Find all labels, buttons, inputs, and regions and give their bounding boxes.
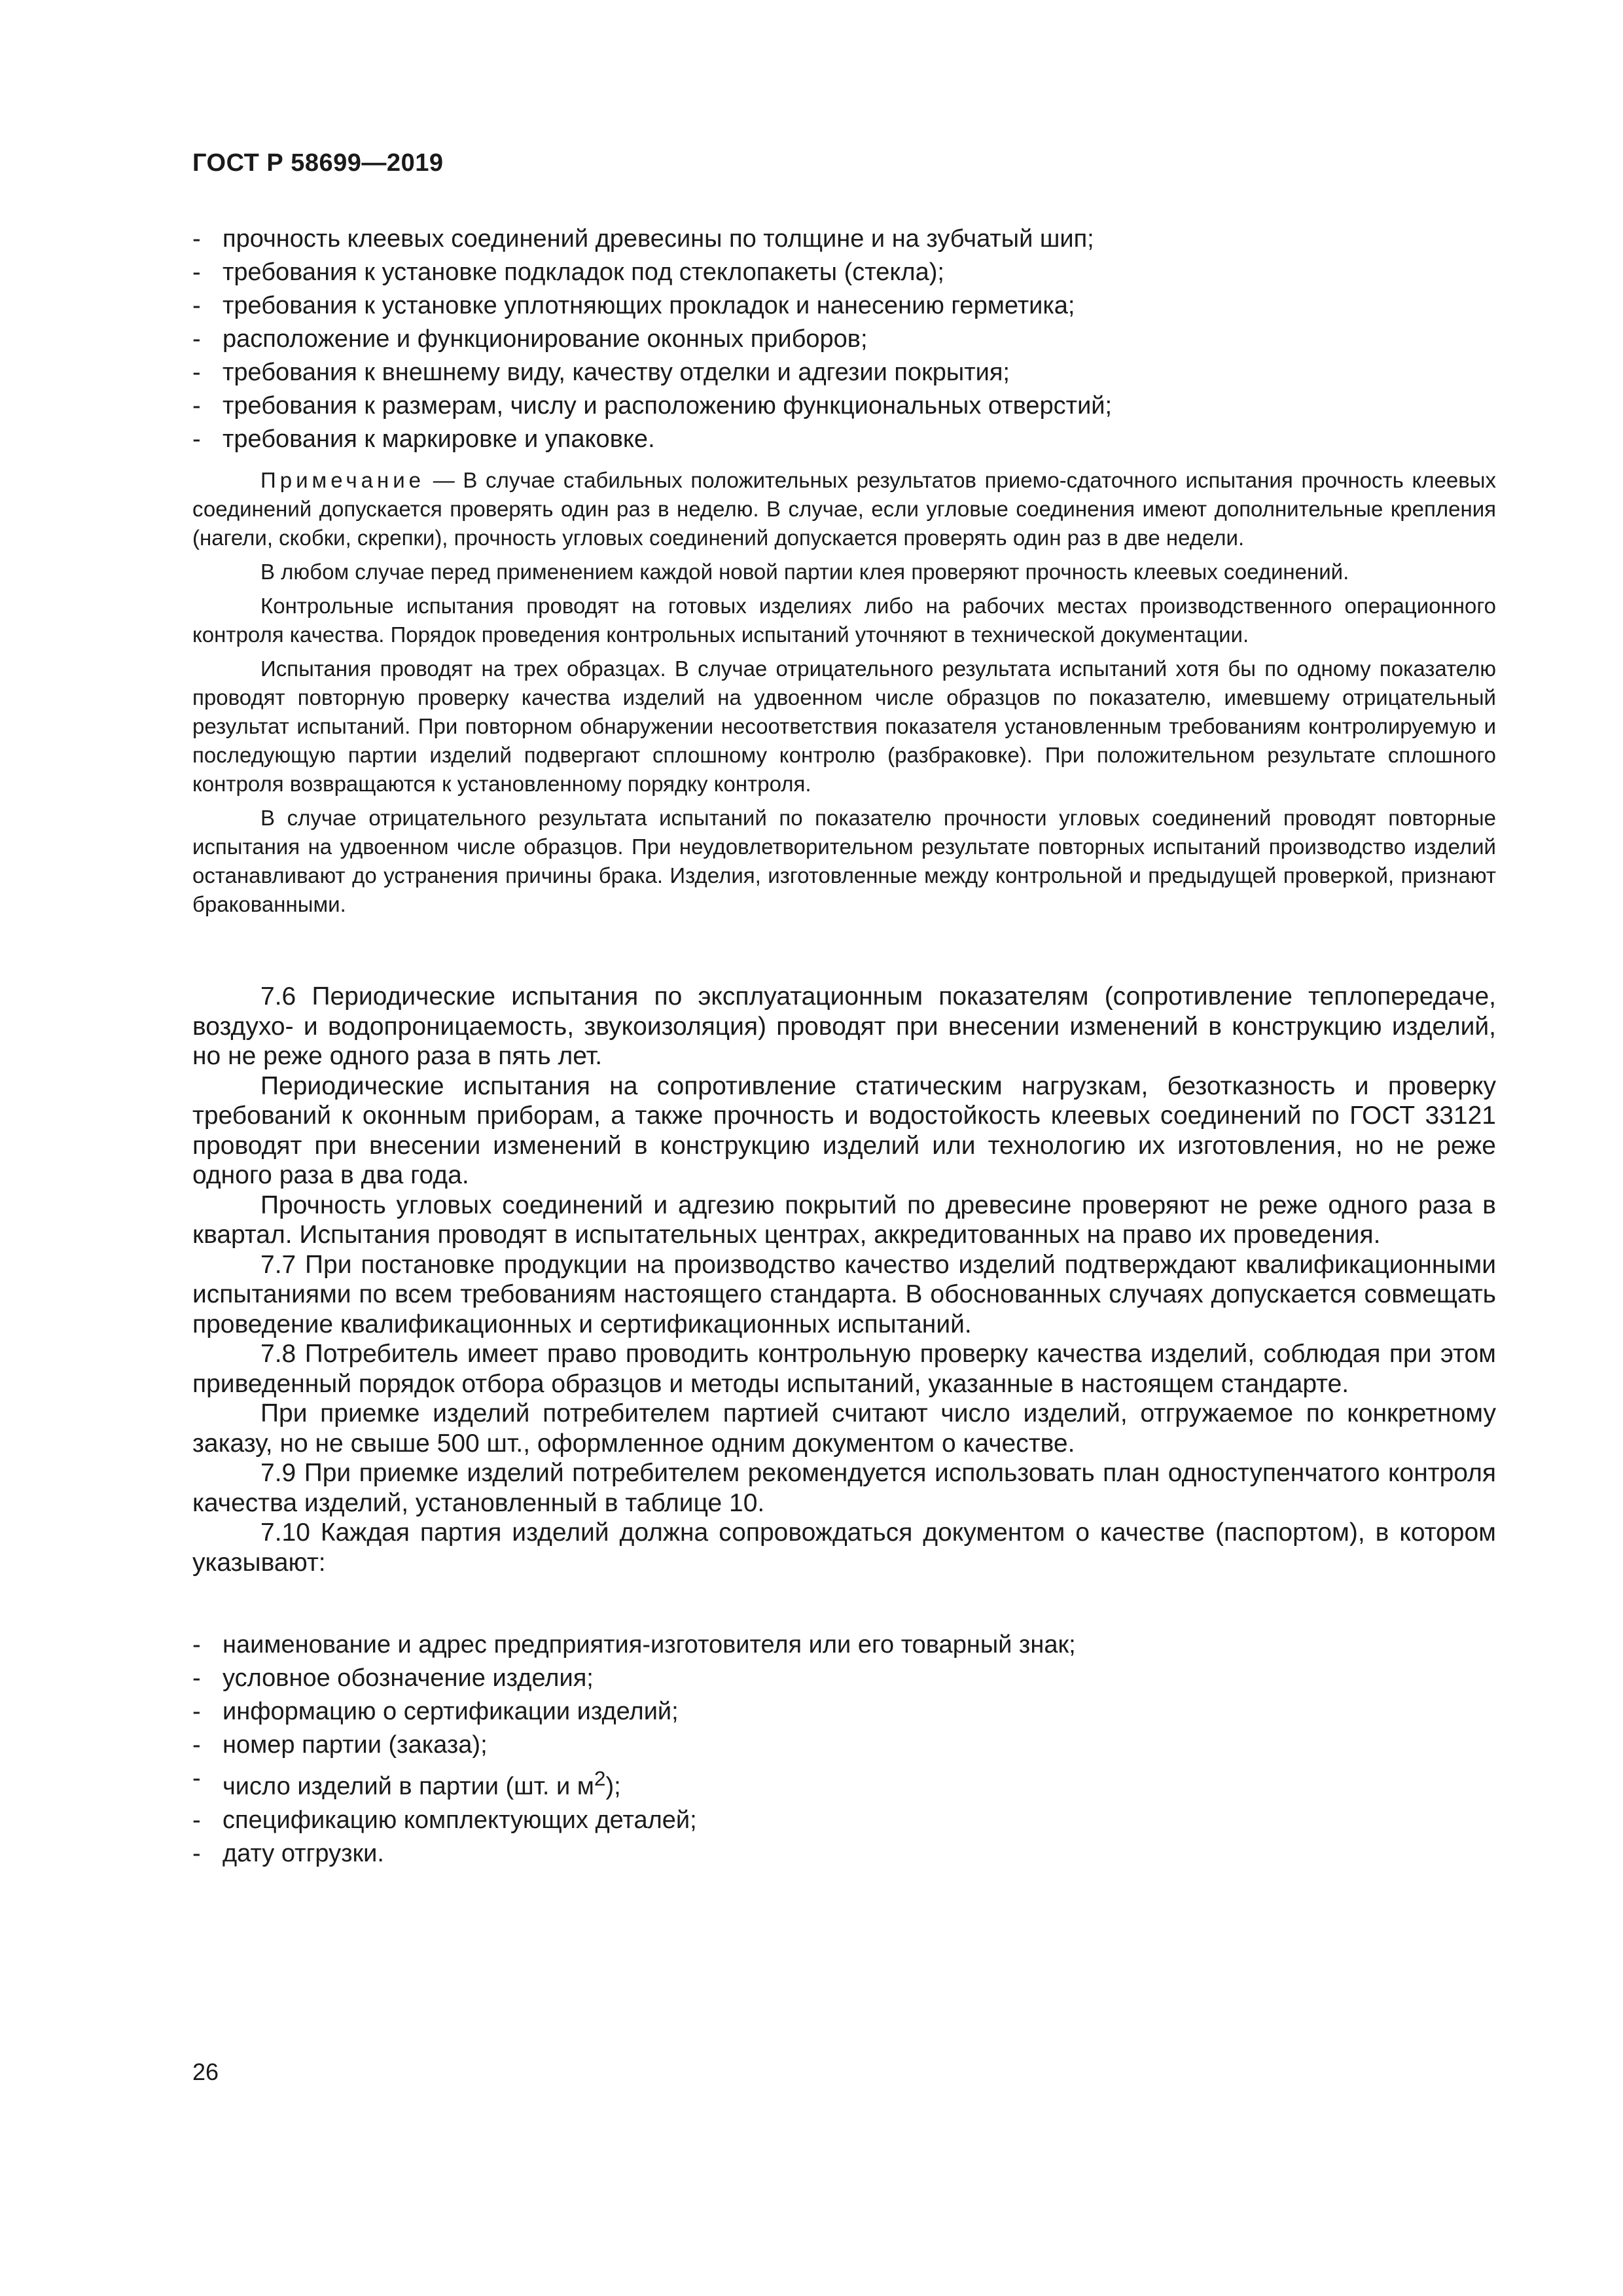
clause-7-10: 7.10 Каждая партия изделий должна сопровождаться документом о качестве (паспортом), в котором указывают: xyxy=(192,1518,1496,1577)
list-item-quantity xyxy=(192,1762,1496,1804)
requirements-list xyxy=(192,223,1496,456)
quantity-text: число изделий в партии (шт. и м xyxy=(223,1772,594,1801)
clause-7-6: 7.6 Периодические испытания по эксплуатационным показателям (сопротивление теплопередаче, воздухо- и водопроницаемость, звукоизоляция) проводят при внесении изменений в конструкцию изделий, но не реже одного раза в пять лет. xyxy=(192,982,1496,1070)
note-label: Примечание xyxy=(260,468,425,492)
list-item: - информацию о сертификации изделий; xyxy=(192,1695,1496,1729)
list-item: - дату отгрузки. xyxy=(192,1837,1496,1871)
note-paragraph-5: В случае отрицательного результата испытаний по показателю прочности угловых соединений проводят повторные испытания на удвоенном числе образцов. При неудовлетворительном результате повторных испытаний производство изделий останавливают до устранения причины брака. Изделия, изготовленные между контрольной и предыдущей проверкой, признают бракованными. xyxy=(192,806,1496,916)
list-item: - спецификацию комплектующих деталей; xyxy=(192,1804,1496,1837)
page-number: 26 xyxy=(192,2058,219,2085)
list-item: - требования к маркировке и упаковке. xyxy=(192,423,1496,456)
clause-7-8: 7.8 Потребитель имеет право проводить контрольную проверку качества изделий, соблюдая при этом приведенный порядок отбора образцов и методы испытаний, указанные в настоящем стандарте. xyxy=(192,1340,1496,1398)
list-item: - требования к установке подкладок под стеклопакеты (стекла); xyxy=(192,256,1496,289)
note-paragraph-4: Испытания проводят на трех образцах. В случае отрицательного результата испытаний хотя бы по одному показателю проводят повторную проверку качества изделий на удвоенном числе образцов по показателю, имевшему отрицательный результат испытаний. При повторном обнаружении несоответствия показателя установленным требованиям контролируемую и последующую партии изделий подвергают сплошному контролю (разбраковке). При положительном результате сплошного контроля возвращаются к установленному порядку контроля. xyxy=(192,656,1496,796)
list-item: - требования к размерам, числу и расположению функциональных отверстий; xyxy=(192,389,1496,423)
list-item: - прочность клеевых соединений древесины по толщине и на зубчатый шип; xyxy=(192,223,1496,256)
main-section xyxy=(192,982,1496,1577)
clause-7-6-corner: Прочность угловых соединений и адгезию покрытий по древесине проверяют не реже одного раза в квартал. Испытания проводят в испытательных центрах, аккредитованных на право их проведения. xyxy=(192,1191,1496,1249)
document-header-title: ГОСТ Р 58699—2019 xyxy=(192,149,444,177)
list-item: - расположение и функционирование оконных приборов; xyxy=(192,323,1496,356)
note-paragraph xyxy=(192,466,1496,552)
list-item: - требования к установке уплотняющих прокладок и нанесению герметика; xyxy=(192,289,1496,323)
note-section xyxy=(192,466,1496,924)
clause-7-6-periodic: Периодические испытания на сопротивление статическим нагрузкам, безотказность и проверку требований к оконным приборам, а также прочность и водостойкость клеевых соединений по ГОСТ 33121 проводят при внесении изменений в конструкцию изделий или технологию их изготовления, но не реже одного раза в два года. xyxy=(192,1071,1496,1189)
list-item: - наименование и адрес предприятия-изготовителя или его товарный знак; xyxy=(192,1628,1496,1662)
list-item: - номер партии (заказа); xyxy=(192,1729,1496,1762)
note-text: — В случае стабильных положительных результатов приемо-сдаточного испытания прочность клеевых соединений допускается проверять один раз в неделю. В случае, если угловые соединения имеют дополнительные крепления (нагели, скобки, скрепки), прочность угловых соединений допускается проверять один раз в две недели. xyxy=(192,468,1496,550)
note-paragraph-3: Контрольные испытания проводят на готовых изделиях либо на рабочих местах производственного операционного контроля качества. Порядок проведения контрольных испытаний уточняют в технической документации. xyxy=(192,594,1496,647)
quantity-suffix: ); xyxy=(605,1772,621,1801)
passport-contents-list xyxy=(192,1628,1496,1871)
clause-7-7: 7.7 При постановке продукции на производство качество изделий подтверждают квалификационными испытаниями по всем требованиям настоящего стандарта. В обоснованных случаях допускается совмещать проведение квалификационных и сертификационных испытаний. xyxy=(192,1250,1496,1338)
superscript: 2 xyxy=(594,1767,606,1790)
clause-7-9: 7.9 При приемке изделий потребителем рекомендуется использовать план одноступенчатого контроля качества изделий, установленный в таблице 10. xyxy=(192,1459,1496,1517)
clause-7-8-batch: При приемке изделий потребителем партией считают число изделий, отгружаемое по конкретному заказу, но не свыше 500 шт., оформленное одним документом о качестве. xyxy=(192,1399,1496,1458)
list-item: - требования к внешнему виду, качеству отделки и адгезии покрытия; xyxy=(192,356,1496,389)
note-paragraph-2: В любом случае перед применением каждой новой партии клея проверяют прочность клеевых соединений. xyxy=(260,560,1349,584)
list-item: - условное обозначение изделия; xyxy=(192,1662,1496,1695)
